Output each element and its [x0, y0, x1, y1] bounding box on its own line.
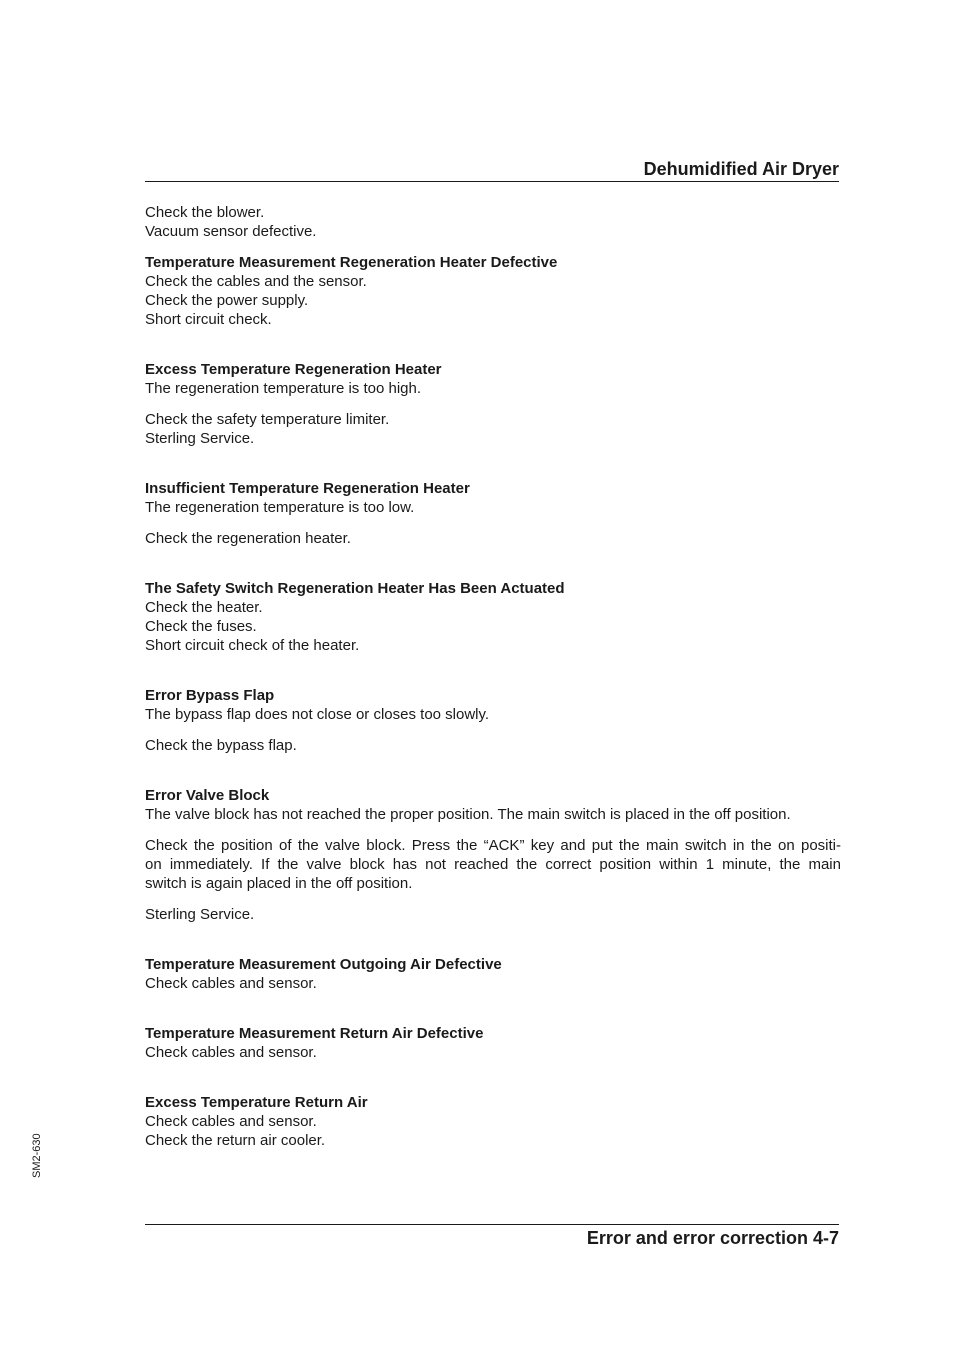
chapter-page-label: Error and error correction 4-7: [586, 1228, 839, 1248]
text-line: Check the blower.: [145, 204, 265, 221]
section-heading: Temperature Measurement Outgoing Air Defective: [145, 956, 502, 973]
document-title: Dehumidified Air Dryer: [643, 159, 839, 179]
text-line: Sterling Service.: [145, 430, 255, 447]
section-heading: Excess Temperature Regeneration Heater: [145, 361, 442, 378]
page-header: [145, 158, 839, 182]
section-heading: Excess Temperature Return Air: [145, 1094, 368, 1111]
section-description: The valve block has not reached the proper position. The main switch is placed in the off position.: [145, 806, 791, 823]
text-line: Check the return air cooler.: [145, 1132, 326, 1149]
section-description: The regeneration temperature is too high.: [145, 380, 421, 397]
text-line: Sterling Service.: [145, 906, 255, 923]
page-footer: [145, 1224, 839, 1249]
text-line: Check cables and sensor.: [145, 1113, 317, 1130]
text-line: Check the fuses.: [145, 618, 257, 635]
document-code: SM2-630: [31, 1133, 43, 1178]
section-heading: Error Bypass Flap: [145, 687, 275, 704]
section-heading: Temperature Measurement Regeneration Heater Defective: [145, 254, 558, 271]
text-line: Short circuit check.: [145, 311, 272, 328]
paragraph-line: on immediately. If the valve block has not reached the correct position within 1 minute, the main: [145, 856, 841, 873]
section-heading: Temperature Measurement Return Air Defective: [145, 1025, 484, 1042]
paragraph-line: switch is again placed in the off position.: [145, 875, 413, 892]
text-line: Check cables and sensor.: [145, 975, 317, 992]
text-line: Check the cables and the sensor.: [145, 273, 367, 290]
text-line: Vacuum sensor defective.: [145, 223, 317, 240]
section-heading: Error Valve Block: [145, 787, 270, 804]
page-content: [145, 203, 841, 1150]
text-line: Check the safety temperature limiter.: [145, 411, 390, 428]
section-description: The bypass flap does not close or closes too slowly.: [145, 706, 490, 723]
text-line: Check the heater.: [145, 599, 263, 616]
section-description: The regeneration temperature is too low.: [145, 499, 415, 516]
paragraph-line: Check the position of the valve block. Press the “ACK” key and put the main switch in the on positi-: [145, 837, 841, 854]
section-heading: The Safety Switch Regeneration Heater Has Been Actuated: [145, 580, 565, 597]
text-line: Check the bypass flap.: [145, 737, 297, 754]
text-line: Check cables and sensor.: [145, 1044, 317, 1061]
text-line: Check the regeneration heater.: [145, 530, 351, 547]
text-line: Short circuit check of the heater.: [145, 637, 360, 654]
text-line: Check the power supply.: [145, 292, 309, 309]
section-heading: Insufficient Temperature Regeneration Heater: [145, 480, 470, 497]
